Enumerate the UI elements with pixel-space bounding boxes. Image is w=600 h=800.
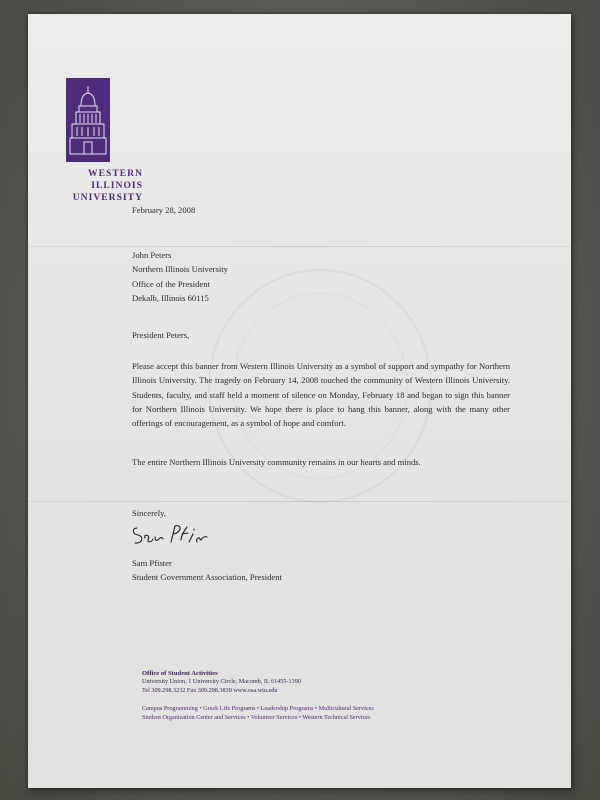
body-paragraph: Please accept this banner from Western Illinois University as a symbol of support and sympathy for Northern Illinois University. The tragedy on February 14, 2008 touched the community of Western Illinois University. Students, faculty, and staff held a moment of silence on Monday, February 18 and began to sign this banner for Northern Illinois University. We hope there is place to hang this banner, along with the many other offerings of encouragement, as a symbol of hope and comfort. [132, 361, 510, 429]
wordmark-line: WESTERN [88, 168, 143, 179]
footer-address: University Union, 1 University Circle, Macomb, IL 61455-1390 [142, 678, 301, 686]
signer-title: Student Government Association, President [132, 572, 282, 582]
body-paragraph: The entire Northern Illinois University community remains in our hearts and minds. [132, 457, 421, 467]
letterhead-footer [142, 670, 374, 722]
fold-line [28, 246, 571, 247]
university-logo [66, 78, 110, 162]
letter-page [28, 14, 571, 788]
signer-name: Sam Pfister [132, 558, 172, 568]
closing: Sincerely, [132, 508, 167, 518]
letter-date: February 28, 2008 [132, 205, 196, 215]
footer-contact: Tel 309.298.3232 Fax 309.298.3839 www.osa.wiu.edu [142, 686, 278, 694]
footer-programs: Campus Programming • Greek Life Programs • Leadership Programs • Multicultural Services [142, 705, 374, 713]
recipient-org: Northern Illinois University [132, 264, 228, 275]
recipient-address [132, 248, 228, 305]
handwritten-signature [131, 522, 211, 548]
wordmark-line: ILLINOIS [91, 180, 143, 191]
recipient-city: Dekalb, Illinois 60115 [132, 292, 209, 303]
recipient-name: John Peters [132, 250, 172, 260]
building-dome-icon [66, 78, 110, 162]
recipient-office: Office of the President [132, 278, 210, 289]
salutation: President Peters, [132, 330, 190, 340]
university-wordmark [63, 168, 143, 204]
footer-programs: Student Organization Center and Services • Volunteer Services • Western Technical Services [142, 713, 371, 721]
footer-office: Office of Student Activities [142, 670, 218, 677]
wordmark-line: UNIVERSITY [72, 192, 143, 203]
